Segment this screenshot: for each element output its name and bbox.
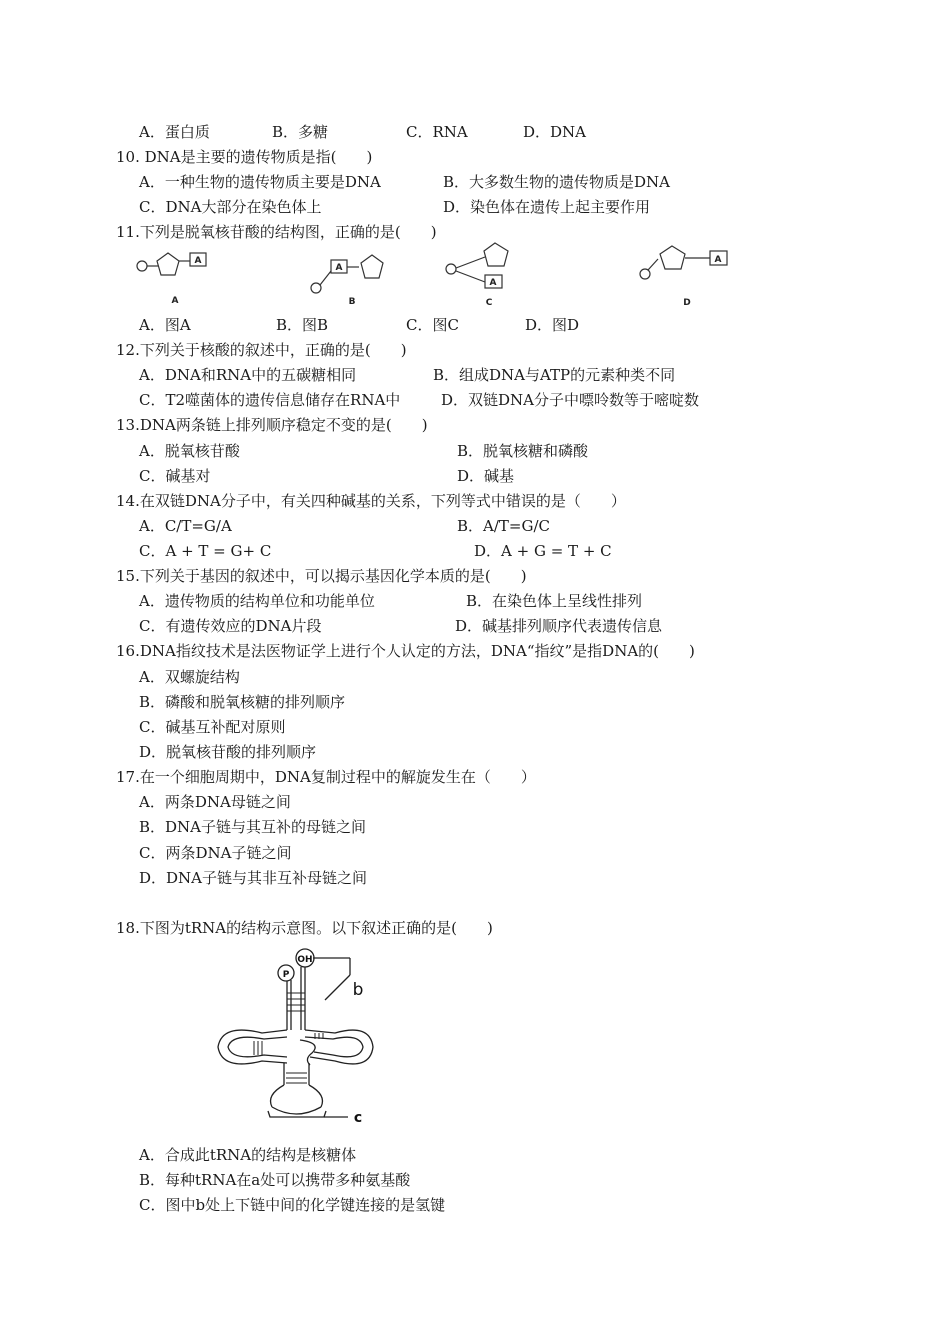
q9-option-d: D．DNA xyxy=(523,123,587,141)
q11-stem: 11.下列是脱氧核苷酸的结构图，正确的是( ) xyxy=(116,223,437,241)
q14-option-a: A．C/T=G/A xyxy=(139,517,232,535)
q18-stem: 18.下图为tRNA的结构示意图。以下叙述正确的是( ) xyxy=(116,919,493,937)
q14-option-d: D．A + G = T + C xyxy=(474,542,612,560)
q17-option-d: D．DNA子链与其非互补母链之间 xyxy=(139,869,368,887)
q15-option-d: D．碱基排列顺序代表遗传信息 xyxy=(455,617,663,635)
q12-option-c: C．T2噬菌体的遗传信息储存在RNA中 xyxy=(139,391,401,409)
q11-nucleotide-figures xyxy=(120,240,760,312)
q10-option-d: D．染色体在遗传上起主要作用 xyxy=(443,198,651,216)
q15-option-a: A．遗传物质的结构单位和功能单位 xyxy=(139,592,375,610)
q13-option-c: C．碱基对 xyxy=(139,467,211,485)
q12-option-b: B．组成DNA与ATP的元素种类不同 xyxy=(433,366,676,384)
q10-option-a: A．一种生物的遗传物质主要是DNA xyxy=(139,173,381,191)
q14-option-b: B．A/T=G/C xyxy=(457,517,550,535)
q12-option-a: A．DNA和RNA中的五碳糖相同 xyxy=(139,366,357,384)
trna-label-b: b xyxy=(352,980,364,1000)
q11-label-a: A xyxy=(171,296,179,306)
q11-option-a: A．图A xyxy=(139,316,191,334)
trna-diagram xyxy=(210,945,380,1125)
q12-stem: 12.下列关于核酸的叙述中，正确的是( ) xyxy=(116,341,407,359)
q15-stem: 15.下列关于基因的叙述中，可以揭示基因化学本质的是( ) xyxy=(116,567,527,585)
q11-figure-b xyxy=(311,255,383,293)
q17-option-c: C．两条DNA子链之间 xyxy=(139,844,292,862)
q13-stem: 13.DNA两条链上排列顺序稳定不变的是( ) xyxy=(116,416,428,434)
q9-option-c: C．RNA xyxy=(406,123,468,141)
q16-option-d: D．脱氧核苷酸的排列顺序 xyxy=(139,743,317,761)
q11-base-a: A xyxy=(194,256,202,266)
q18-option-a: A．合成此tRNA的结构是核糖体 xyxy=(139,1146,357,1164)
q18-option-b: B．每种tRNA在a处可以携带多种氨基酸 xyxy=(139,1171,411,1189)
q11-option-c: C．图C xyxy=(406,316,459,334)
q16-option-a: A．双螺旋结构 xyxy=(139,668,240,686)
q17-option-a: A．两条DNA母链之间 xyxy=(139,793,291,811)
q11-base-d: A xyxy=(714,255,722,265)
q11-figure-c xyxy=(446,243,508,288)
q11-base-b: A xyxy=(335,263,343,273)
trna-label-p: P xyxy=(282,970,290,980)
trna-label-c: c xyxy=(353,1110,363,1125)
q18-option-c: C．图中b处上下链中间的化学键连接的是氢键 xyxy=(139,1196,446,1214)
q15-option-c: C．有遗传效应的DNA片段 xyxy=(139,617,322,635)
q17-stem: 17.在一个细胞周期中，DNA复制过程中的解旋发生在（ ） xyxy=(116,768,536,786)
q11-option-d: D．图D xyxy=(525,316,580,334)
q17-option-b: B．DNA子链与其互补的母链之间 xyxy=(139,818,367,836)
q14-option-c: C．A + T = G+ C xyxy=(139,542,272,560)
q11-option-b: B．图B xyxy=(276,316,329,334)
q13-option-b: B．脱氧核糖和磷酸 xyxy=(457,442,589,460)
q11-label-c: C xyxy=(485,298,493,308)
q10-option-b: B．大多数生物的遗传物质是DNA xyxy=(443,173,671,191)
q9-option-a: A．蛋白质 xyxy=(139,123,210,141)
q13-option-d: D．碱基 xyxy=(457,467,515,485)
q10-stem: 10. DNA是主要的遗传物质是指( ) xyxy=(116,148,373,166)
trna-label-oh: OH xyxy=(297,955,313,965)
q16-option-c: C．碱基互补配对原则 xyxy=(139,718,286,736)
q15-option-b: B．在染色体上呈线性排列 xyxy=(466,592,643,610)
q12-option-d: D．双链DNA分子中嘌呤数等于嘧啶数 xyxy=(441,391,700,409)
q14-stem: 14.在双链DNA分子中，有关四种碱基的关系，下列等式中错误的是（ ） xyxy=(116,492,626,510)
q9-option-b: B．多糖 xyxy=(272,123,329,141)
q16-stem: 16.DNA指纹技术是法医物证学上进行个人认定的方法，DNA“指纹”是指DNA的( ) xyxy=(116,642,695,660)
q11-label-d: D xyxy=(683,298,691,308)
q13-option-a: A．脱氧核苷酸 xyxy=(139,442,240,460)
q11-base-c: A xyxy=(489,278,497,288)
q16-option-b: B．磷酸和脱氧核糖的排列顺序 xyxy=(139,693,346,711)
q10-option-c: C．DNA大部分在染色体上 xyxy=(139,198,322,216)
q11-label-b: B xyxy=(348,297,356,307)
